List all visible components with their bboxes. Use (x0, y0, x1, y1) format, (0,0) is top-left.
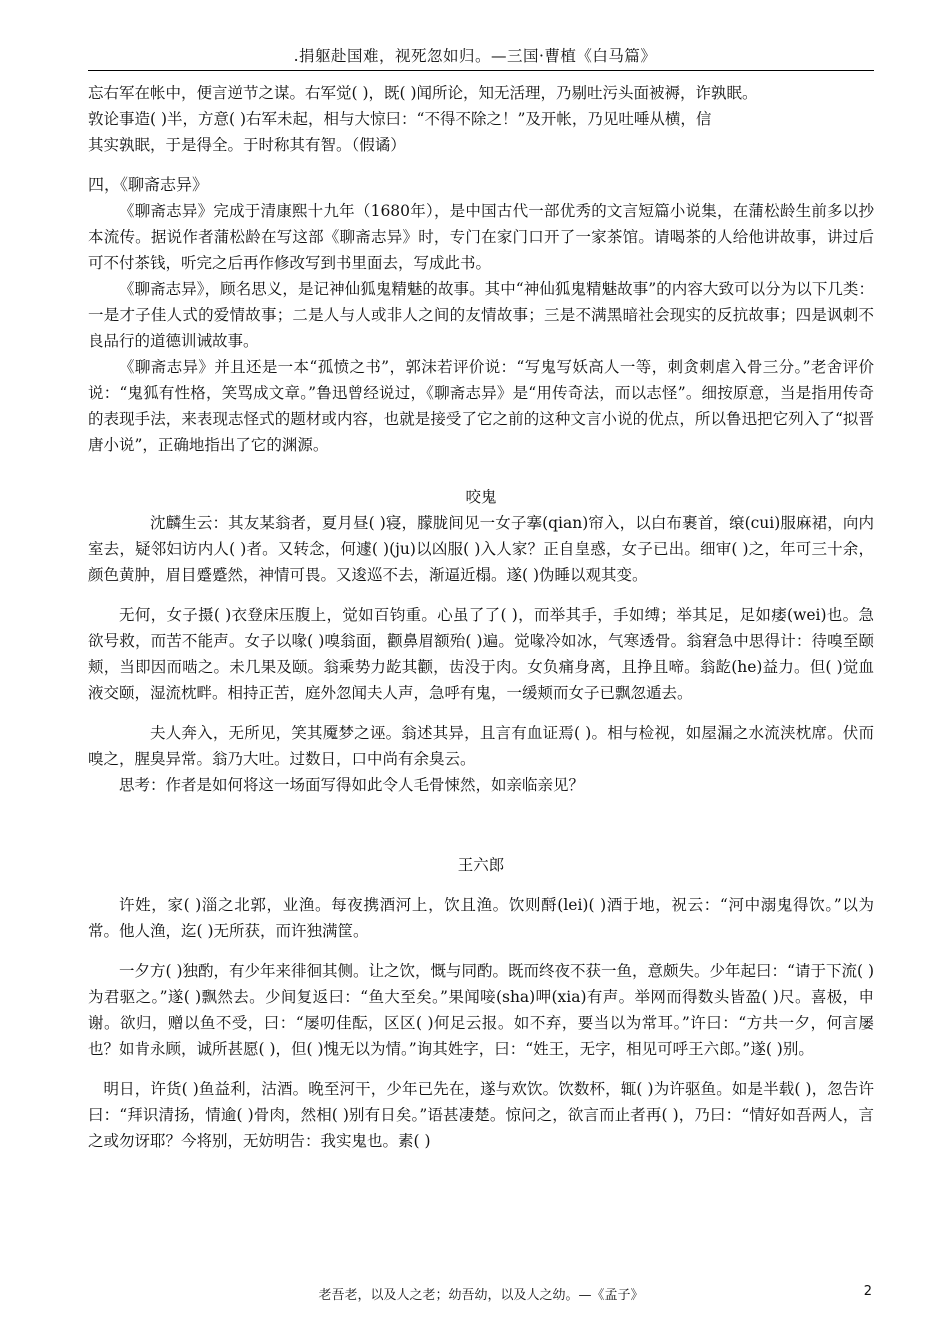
story-title: 咬鬼 (465, 488, 497, 506)
section-heading: 四，《聊斋志异》 (88, 175, 209, 194)
story-paragraph: 无何，女子摄( )衣登床压腹上，觉如百钧重。心虽了了( )，而举其手，手如缚；举其足，足如痿(wei)也。急欲号救，而苦不能声。女子以喙( )嗅翁面，颧鼻眉额殆( )遍。觉喙冷如冰，气寒透骨。翁窘急中思得计：待嗅至颐颊，当即因而啮之。未几果及颐。翁乘势力龁其颧，齿没于肉。女负痛身离，且挣且啼。翁龁(he)益力。但( )觉血液交颐，湿流枕畔。相持正苦，庭外忽闻夫人声，急呼有鬼，一缓颊而女子已飘忽遁去。 (88, 606, 874, 702)
page-number: 2 (863, 1284, 872, 1299)
intro-line: 敦论事造( )半，方意( )右军未起，相与大惊曰：“不得不除之！”及开帐，乃见吐唾从横，信 (88, 110, 712, 128)
story-paragraph: 明日，许货( )鱼益利，沽酒。晚至河干，少年已先在，遂与欢饮。饮数杯，辄( )为许驱鱼。如是半载( )，忽告许曰：“拜识清扬，情逾( )骨肉，然相( )别有日矣。”语甚凄楚。惊问之，欲言而止者再( )，乃曰：“情好如吾两人，言之或勿讶耶？今将别，无妨明告：我实鬼也。素( ) (88, 1080, 874, 1150)
story-paragraph: 夫人奔入，无所见，笑其魇梦之诬。翁述其异，且言有血证焉( )。相与检视，如屋漏之水流浃枕席。伏而嗅之，腥臭异常。翁乃大吐。过数日，口中尚有余臭云。 (88, 724, 874, 768)
story-title: 王六郎 (457, 856, 505, 874)
header-quote: .捐躯赴国难，视死忽如归。—三国·曹植《白马篇》 (293, 47, 657, 65)
story-paragraph: 一夕方( )独酌，有少年来徘徊其侧。让之饮，慨与同酌。既而终夜不获一鱼，意颇失。少年起曰：“请于下流( )为君驱之。”遂( )飘然去。少间复返曰：“鱼大至矣。”果闻唼(sha)呷(xia)有声。举网而得数头皆盈( )尺。喜极，申谢。欲归，赠以鱼不受，曰：“屡叨佳酝，区区( )何足云报。如不弃，要当以为常耳。”许曰：“方共一夕，何言屡也？如肯永顾，诚所甚愿( )，但( )愧无以为情。”询其姓字，曰：“姓王，无字，相见可呼王六郎。”遂( )别。 (88, 962, 874, 1058)
footer-quote: 老吾老，以及人之老；幼吾幼，以及人之幼。—《孟子》 (318, 1288, 644, 1303)
section-paragraph: 《聊斋志异》，顾名思义，是记神仙狐鬼精魅的故事。其中“神仙狐鬼精魅故事”的内容大致可以分为以下几类：一是才子佳人式的爱情故事；二是人与人或非人之间的友情故事；三是不满黑暗社会现实的反抗故事；四是讽刺不良品行的道德训诫故事。 (88, 280, 874, 350)
intro-line: 其实孰眠，于是得全。于时称其有智。（假谲） (88, 136, 406, 154)
intro-line: 忘右军在帐中，便言逆节之谋。右军觉( )，既( )闻所论，知无活理，乃剔吐污头面被褥，诈孰眠。 (88, 84, 758, 102)
section-paragraph: 《聊斋志异》并且还是一本“孤愤之书”，郭沫若评价说：“写鬼写妖高人一等，刺贪刺虐入骨三分。”老舍评价说：“鬼狐有性格，笑骂成文章。”鲁迅曾经说过，《聊斋志异》是“用传奇法，而以志怪”。细按原意，当是指用传奇的表现手法，来表现志怪式的题材或内容，也就是接受了它之前的这种文言小说的优点，所以鲁迅把它列入了“拟晋唐小说”，正确地指出了它的渊源。 (88, 358, 874, 454)
think-question: 思考：作者是如何将这一场面写得如此令人毛骨悚然，如亲临亲见？ (119, 776, 585, 794)
story-paragraph: 许姓，家( )淄之北郭，业渔。每夜携酒河上，饮且渔。饮则酹(lei)( )酒于地，祝云：“河中溺鬼得饮。”以为常。他人渔，迄( )无所获，而许独满筐。 (88, 896, 874, 940)
header-rule (88, 70, 874, 71)
document-body (88, 80, 874, 1154)
section-paragraph: 《聊斋志异》完成于清康熙十九年（1680年），是中国古代一部优秀的文言短篇小说集，在蒲松龄生前多以抄本流传。据说作者蒲松龄在写这部《聊斋志异》时，专门在家门口开了一家茶馆。请喝茶的人给他讲故事，讲过后可不付茶钱，听完之后再作修改写到书里面去，写成此书。 (88, 202, 874, 272)
story-paragraph: 沈麟生云：其友某翁者，夏月昼( )寝，朦胧间见一女子搴(qian)帘入，以白布裹首，缞(cui)服麻裙，向内室去，疑邻妇访内人( )者。又转念，何遽( )(ju)以凶服( )入人家？正自皇惑，女子已出。细审( )之，年可三十余，颜色黄肿，眉目蹙蹙然，神情可畏。又逡巡不去，渐逼近榻。遂( )伪睡以观其变。 (88, 514, 874, 584)
